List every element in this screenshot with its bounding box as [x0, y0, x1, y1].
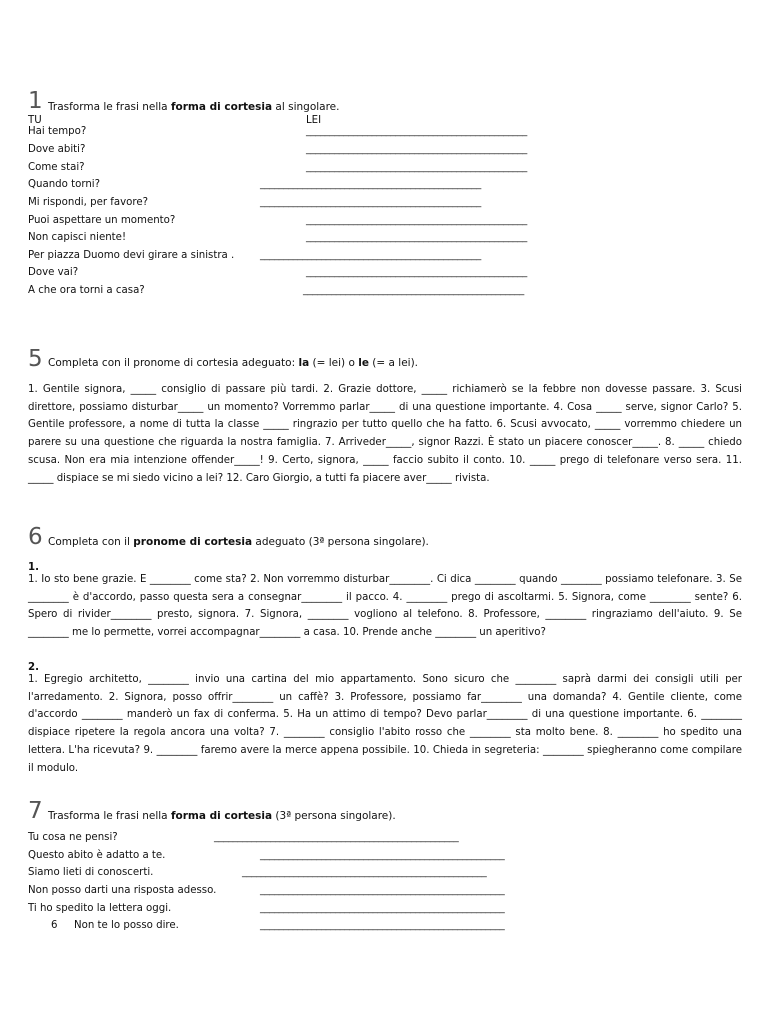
answer-line[interactable]: _______________________________________________ — [306, 267, 527, 278]
answer-line[interactable]: _______________________________________________ — [260, 197, 481, 208]
answer-line[interactable]: _______________________________________________ — [306, 144, 527, 155]
sentence-item: Dove vai? — [28, 267, 79, 278]
stray-number: 6 — [51, 920, 58, 931]
sentence-item: Ti ho spedito la lettera oggi. — [28, 903, 172, 914]
exercise-7-header — [28, 800, 43, 823]
answer-line[interactable]: ____________________________________________________ — [260, 885, 505, 896]
answer-line[interactable]: _______________________________________________ — [306, 232, 527, 243]
answer-line[interactable]: ____________________________________________________ — [260, 850, 505, 861]
sentence-item: Non posso darti una risposta adesso. — [28, 885, 217, 896]
exercise-6-part-2-paragraph: 1. Egregio architetto, ________ invio una cartina del mio appartamento. Sono sicuro che ________ saprà darmi dei consigli utili per l'arredamento. 2. Signora, posso offrir________ un caffè? 3. Professore, possiamo far________ una domanda? 4. Gentile cliente, come d'accordo ________ manderò un fax di conferma. 5. Ha un attimo di tempo? Devo parlar________ di una questione importante. 6. ________ dispiace ripetere la regola ancora una volta? 7. ________ consiglio l'abito rosso che ________ sta molto bene. 8. ________ ho spedito una lettera. L'ha ricevuta? 9. ________ faremo avere la merce appena possibile. 10. Chieda in segreteria: ________ spiegheranno come compilare il modulo. — [28, 674, 742, 774]
exercise-1-header — [28, 90, 43, 113]
exercise-number: 1 — [28, 88, 43, 114]
exercise-1-instruction: Trasforma le frasi nella forma di cortesia al singolare. — [48, 101, 340, 113]
column-header-tu: TU — [28, 115, 42, 126]
exercise-5-paragraph: 1. Gentile signora, _____ consiglio di passare più tardi. 2. Grazie dottore, _____ richiamerò se la febbre non dovesse passare. 3. Scusi direttore, possiamo disturbar_____ un momento? Vorremmo parlar_____ di una questione importante. 4. Cosa _____ serve, signor Carlo? 5. Gentile professore, a nome di tutta la classe _____ ringrazio per tutto quello che ha fatto. 6. Scusi avvocato, _____ vorremmo chiedere un parere su una questione che riguarda la nostra famiglia. 7. Arriveder_____, signor Razzi. È stato un piacere conoscer_____. 8. _____ chiedo scusa. Non era mia intenzione offender_____! 9. Certo, signora, _____ faccio subito il conto. 10. _____ prego di telefonare verso sera. 11. _____ dispiace se mi siedo vicino a lei? 12. Caro Giorgio, a tutti fa piacere aver_____ rivista. — [28, 384, 742, 484]
answer-line[interactable]: ____________________________________________________ — [260, 920, 505, 931]
sentence-item: Come stai? — [28, 162, 85, 173]
answer-line[interactable]: _______________________________________________ — [260, 250, 481, 261]
sentence-item: Per piazza Duomo devi girare a sinistra . — [28, 250, 235, 261]
exercise-number: 6 — [28, 524, 43, 550]
answer-line[interactable]: _______________________________________________ — [306, 162, 527, 173]
exercise-number: 7 — [28, 798, 43, 824]
sentence-item: Hai tempo? — [28, 126, 87, 137]
exercise-6-header — [28, 526, 43, 549]
sentence-item: Questo abito è adatto a te. — [28, 850, 166, 861]
sentence-item: A che ora torni a casa? — [28, 285, 145, 296]
column-header-lei: LEI — [306, 115, 322, 126]
answer-line[interactable]: ____________________________________________________ — [260, 903, 505, 914]
sentence-item: Non te lo posso dire. — [74, 920, 179, 931]
answer-line[interactable]: _______________________________________________ — [306, 215, 527, 226]
exercise-6-part-1-paragraph: 1. Io sto bene grazie. E ________ come sta? 2. Non vorremmo disturbar________. Ci dica ________ quando ________ possiamo telefonare. 3. Se ________ è d'accordo, passo questa sera a consegnar________ il pacco. 4. ________ prego di ascoltarmi. 5. Signora, come ________ sente? 6. Spero di rivider________ presto, signora. 7. Signora, ________ vogliono al telefono. 8. Professore, ________ ringraziamo dell'aiuto. 9. Se ________ me lo permette, vorrei accompagnar________ a casa. 10. Prende anche ________ un aperitivo? — [28, 574, 742, 639]
sentence-item: Quando torni? — [28, 179, 101, 190]
answer-line[interactable]: ____________________________________________________ — [242, 867, 487, 878]
sentence-item: Dove abiti? — [28, 144, 86, 155]
answer-line[interactable]: _______________________________________________ — [306, 126, 527, 137]
part-label: 2. — [28, 662, 39, 673]
exercise-5-instruction: Completa con il pronome di cortesia adeguato: la (= lei) o le (= a lei). — [48, 357, 419, 369]
sentence-item: Mi rispondi, per favore? — [28, 197, 149, 208]
sentence-item: Puoi aspettare un momento? — [28, 215, 176, 226]
exercise-7-instruction: Trasforma le frasi nella forma di cortesia (3ª persona singolare). — [48, 810, 396, 822]
sentence-item: Non capisci niente! — [28, 232, 127, 243]
exercise-6-instruction: Completa con il pronome di cortesia adeguato (3ª persona singolare). — [48, 536, 429, 548]
answer-line[interactable]: ____________________________________________________ — [214, 832, 459, 843]
answer-line[interactable]: _______________________________________________ — [303, 285, 524, 296]
exercise-5-header — [28, 348, 43, 371]
sentence-item: Tu cosa ne pensi? — [28, 832, 118, 843]
answer-line[interactable]: _______________________________________________ — [260, 179, 481, 190]
exercise-number: 5 — [28, 346, 43, 372]
part-label: 1. — [28, 562, 39, 573]
sentence-item: Siamo lieti di conoscerti. — [28, 867, 154, 878]
